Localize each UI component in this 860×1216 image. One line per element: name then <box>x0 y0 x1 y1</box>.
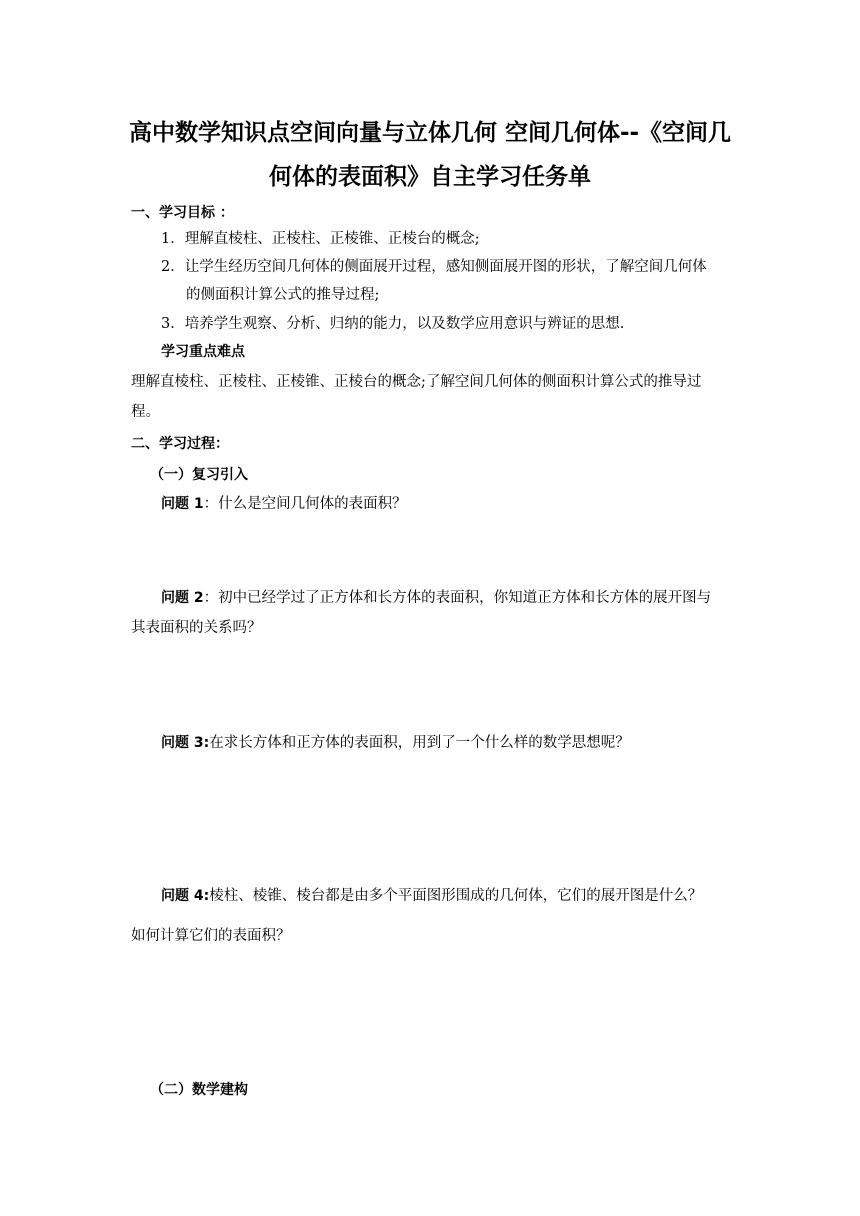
objective-text: 让学生经历空间几何体的侧面展开过程，感知侧面展开图的形状，了解空间几何体 <box>184 259 707 275</box>
question-text: 初中已经学过了正方体和长方体的表面积，你知道正方体和长方体的展开图与 <box>218 590 712 606</box>
question-1 <box>161 494 407 514</box>
question-4 <box>161 886 702 906</box>
subsection-heading-modeling: （二）数学建构 <box>150 1082 248 1098</box>
question-text: 在求长方体和正方体的表面积，用到了一个什么样的数学思想呢？ <box>209 735 630 751</box>
question-label: 问题 4: <box>161 888 210 904</box>
objective-item-3 <box>161 314 624 334</box>
objective-item-2-continuation: 的侧面积计算公式的推导过程; <box>186 287 380 303</box>
objective-item-2 <box>161 257 707 277</box>
key-points-text-line-2: 程。 <box>131 404 160 420</box>
question-separator: ： <box>203 496 219 512</box>
objective-item-1 <box>161 229 480 249</box>
objective-text: 培养学生观察、分析、归纳的能力，以及数学应用意识与辨证的思想. <box>184 316 625 332</box>
objective-number: 1． <box>161 231 185 247</box>
objective-number: 2． <box>161 259 185 275</box>
key-points-heading: 学习重点难点 <box>161 344 245 360</box>
question-text: 棱柱、棱锥、棱台都是由多个平面图形围成的几何体，它们的展开图是什么？ <box>209 888 703 904</box>
question-text: 什么是空间几何体的表面积？ <box>218 496 407 512</box>
subsection-heading-review: （一）复习引入 <box>150 467 248 483</box>
section-heading-objectives: 一、学习目标 ： <box>131 205 234 221</box>
key-points-text-line-1: 理解直棱柱、正棱柱、正棱锥、正棱台的概念;了解空间几何体的侧面积计算公式的推导过 <box>131 374 702 390</box>
question-label: 问题 3: <box>161 735 210 751</box>
question-2 <box>161 588 711 608</box>
question-2-continuation: 其表面积的关系吗？ <box>131 620 262 636</box>
question-label: 问题 2 <box>161 590 204 606</box>
objective-number: 3． <box>161 316 185 332</box>
question-3 <box>161 733 630 753</box>
section-heading-process: 二、学习过程： <box>131 436 229 452</box>
document-title-line-1: 高中数学知识点空间向量与立体几何 空间几何体--《空间几 <box>128 120 732 146</box>
question-label: 问题 1 <box>161 496 204 512</box>
question-4-continuation: 如何计算它们的表面积？ <box>131 928 291 944</box>
question-separator: ： <box>203 590 219 606</box>
document-title-line-2: 何体的表面积》自主学习任务单 <box>269 164 591 190</box>
objective-text: 理解直棱柱、正棱柱、正棱锥、正棱台的概念; <box>184 231 480 247</box>
